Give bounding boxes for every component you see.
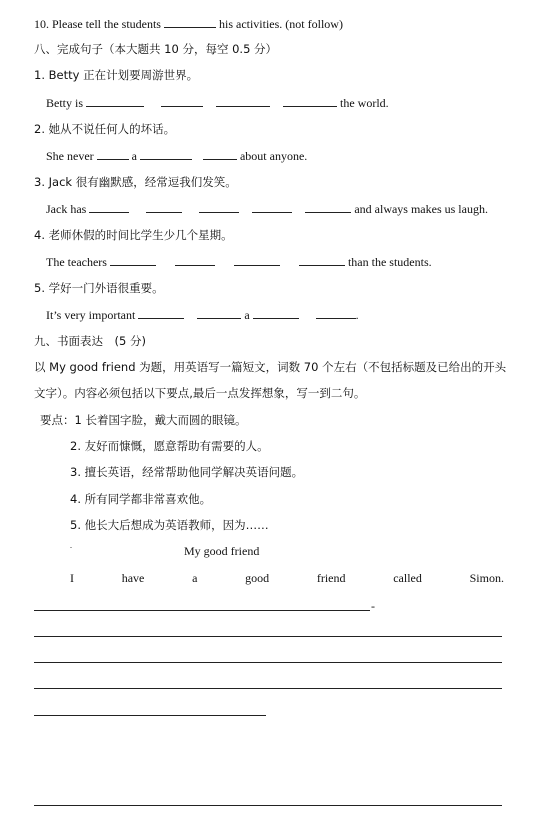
q10-text-before: 10. Please tell the students [34, 17, 161, 31]
answer-blank[interactable] [86, 95, 144, 107]
sentence-start: It’s very important [46, 308, 136, 322]
essay-word: friend [316, 571, 346, 585]
answer-blank[interactable] [253, 307, 299, 319]
key-point-3: 3. 擅长英语，经常帮助他同学解决英语问题。 [70, 465, 304, 479]
answer-blank[interactable] [161, 95, 203, 107]
writing-line[interactable] [34, 610, 370, 611]
answer-blank[interactable] [283, 95, 337, 107]
s8-q3-prompt: 3. Jack 很有幽默感，经常逗我们发笑。 [34, 175, 237, 189]
s8-q5-sentence [46, 307, 359, 323]
answer-blank[interactable] [110, 254, 156, 266]
answer-blank[interactable] [138, 307, 184, 319]
s8-q2-prompt: 2. 她从不说任何人的坏话。 [34, 122, 176, 136]
s8-q3-sentence [46, 201, 488, 217]
question-10 [34, 16, 343, 32]
sentence-end: and always makes us laugh. [354, 202, 488, 216]
essay-word: called [393, 571, 422, 585]
s8-q4-prompt: 4. 老师休假的时间比学生少几个星期。 [34, 228, 233, 242]
essay-title: My good friend [184, 544, 260, 558]
s8-q4-sentence [46, 254, 432, 270]
answer-blank[interactable] [252, 201, 292, 213]
sentence-end: the world. [340, 96, 389, 110]
answer-blank[interactable] [234, 254, 280, 266]
essay-word: good [245, 571, 270, 585]
essay-word: have [121, 571, 145, 585]
sentence-end: about anyone. [239, 149, 308, 163]
key-point-5: 5. 他长大后想成为英语教师，因为…… [70, 518, 269, 532]
sentence-start: The teachers [46, 255, 107, 269]
section-8-title: 八、完成句子（本大题共 10 分，每空 0.5 分） [34, 42, 278, 56]
writing-instructions-line-1: 以 My good friend 为题，用英语写一篇短文，词数 70 个左右（不包括标题及已给出的开头 [34, 360, 507, 374]
answer-blank[interactable] [203, 148, 237, 160]
writing-instructions-line-2: 文字）。内容必须包括以下要点,最后一点发挥想象，写一到二句。 [34, 386, 366, 400]
s8-q1-prompt: 1. Betty 正在计划要周游世界。 [34, 68, 199, 82]
essay-word: Simon. [469, 571, 504, 585]
stray-dot: . [70, 541, 72, 550]
answer-blank[interactable] [199, 201, 239, 213]
key-points-label: 要点： [40, 413, 75, 427]
q10-text-after: his activities. (not follow) [218, 17, 343, 31]
answer-blank[interactable] [146, 201, 182, 213]
sentence-mid: a [131, 149, 137, 163]
answer-blank[interactable] [164, 16, 216, 28]
section-9-title: 九、书面表达 (5 分) [34, 334, 146, 348]
page-bottom-rule [34, 805, 502, 806]
essay-word: I [70, 571, 74, 585]
sentence-start: She never [46, 149, 94, 163]
writing-line[interactable] [34, 662, 502, 663]
answer-blank[interactable] [197, 307, 241, 319]
key-point-1: 1 长着国字脸，戴大而圆的眼镜。 [74, 413, 247, 427]
s8-q2-sentence [46, 148, 307, 164]
answer-blank[interactable] [316, 307, 356, 319]
answer-blank[interactable] [175, 254, 215, 266]
answer-blank[interactable] [89, 201, 129, 213]
answer-blank[interactable] [140, 148, 192, 160]
sentence-start: Betty is [46, 96, 84, 110]
line-end-dash: - [371, 599, 375, 613]
essay-opening-sentence [70, 570, 504, 586]
sentence-end: . [355, 308, 359, 322]
sentence-start: Jack has [46, 202, 87, 216]
answer-blank[interactable] [305, 201, 351, 213]
writing-line[interactable] [34, 636, 502, 637]
key-points-first [40, 412, 246, 428]
answer-blank[interactable] [97, 148, 129, 160]
writing-line[interactable] [34, 688, 502, 689]
essay-word: a [192, 571, 198, 585]
s8-q1-sentence [46, 95, 389, 111]
answer-blank[interactable] [216, 95, 270, 107]
s8-q5-prompt: 5. 学好一门外语很重要。 [34, 281, 164, 295]
writing-line[interactable] [34, 715, 266, 716]
sentence-mid: a [244, 308, 250, 322]
sentence-end: than the students. [347, 255, 432, 269]
answer-blank[interactable] [299, 254, 345, 266]
key-point-4: 4. 所有同学都非常喜欢他。 [70, 492, 212, 506]
key-point-2: 2. 友好而慷慨，愿意帮助有需要的人。 [70, 439, 269, 453]
